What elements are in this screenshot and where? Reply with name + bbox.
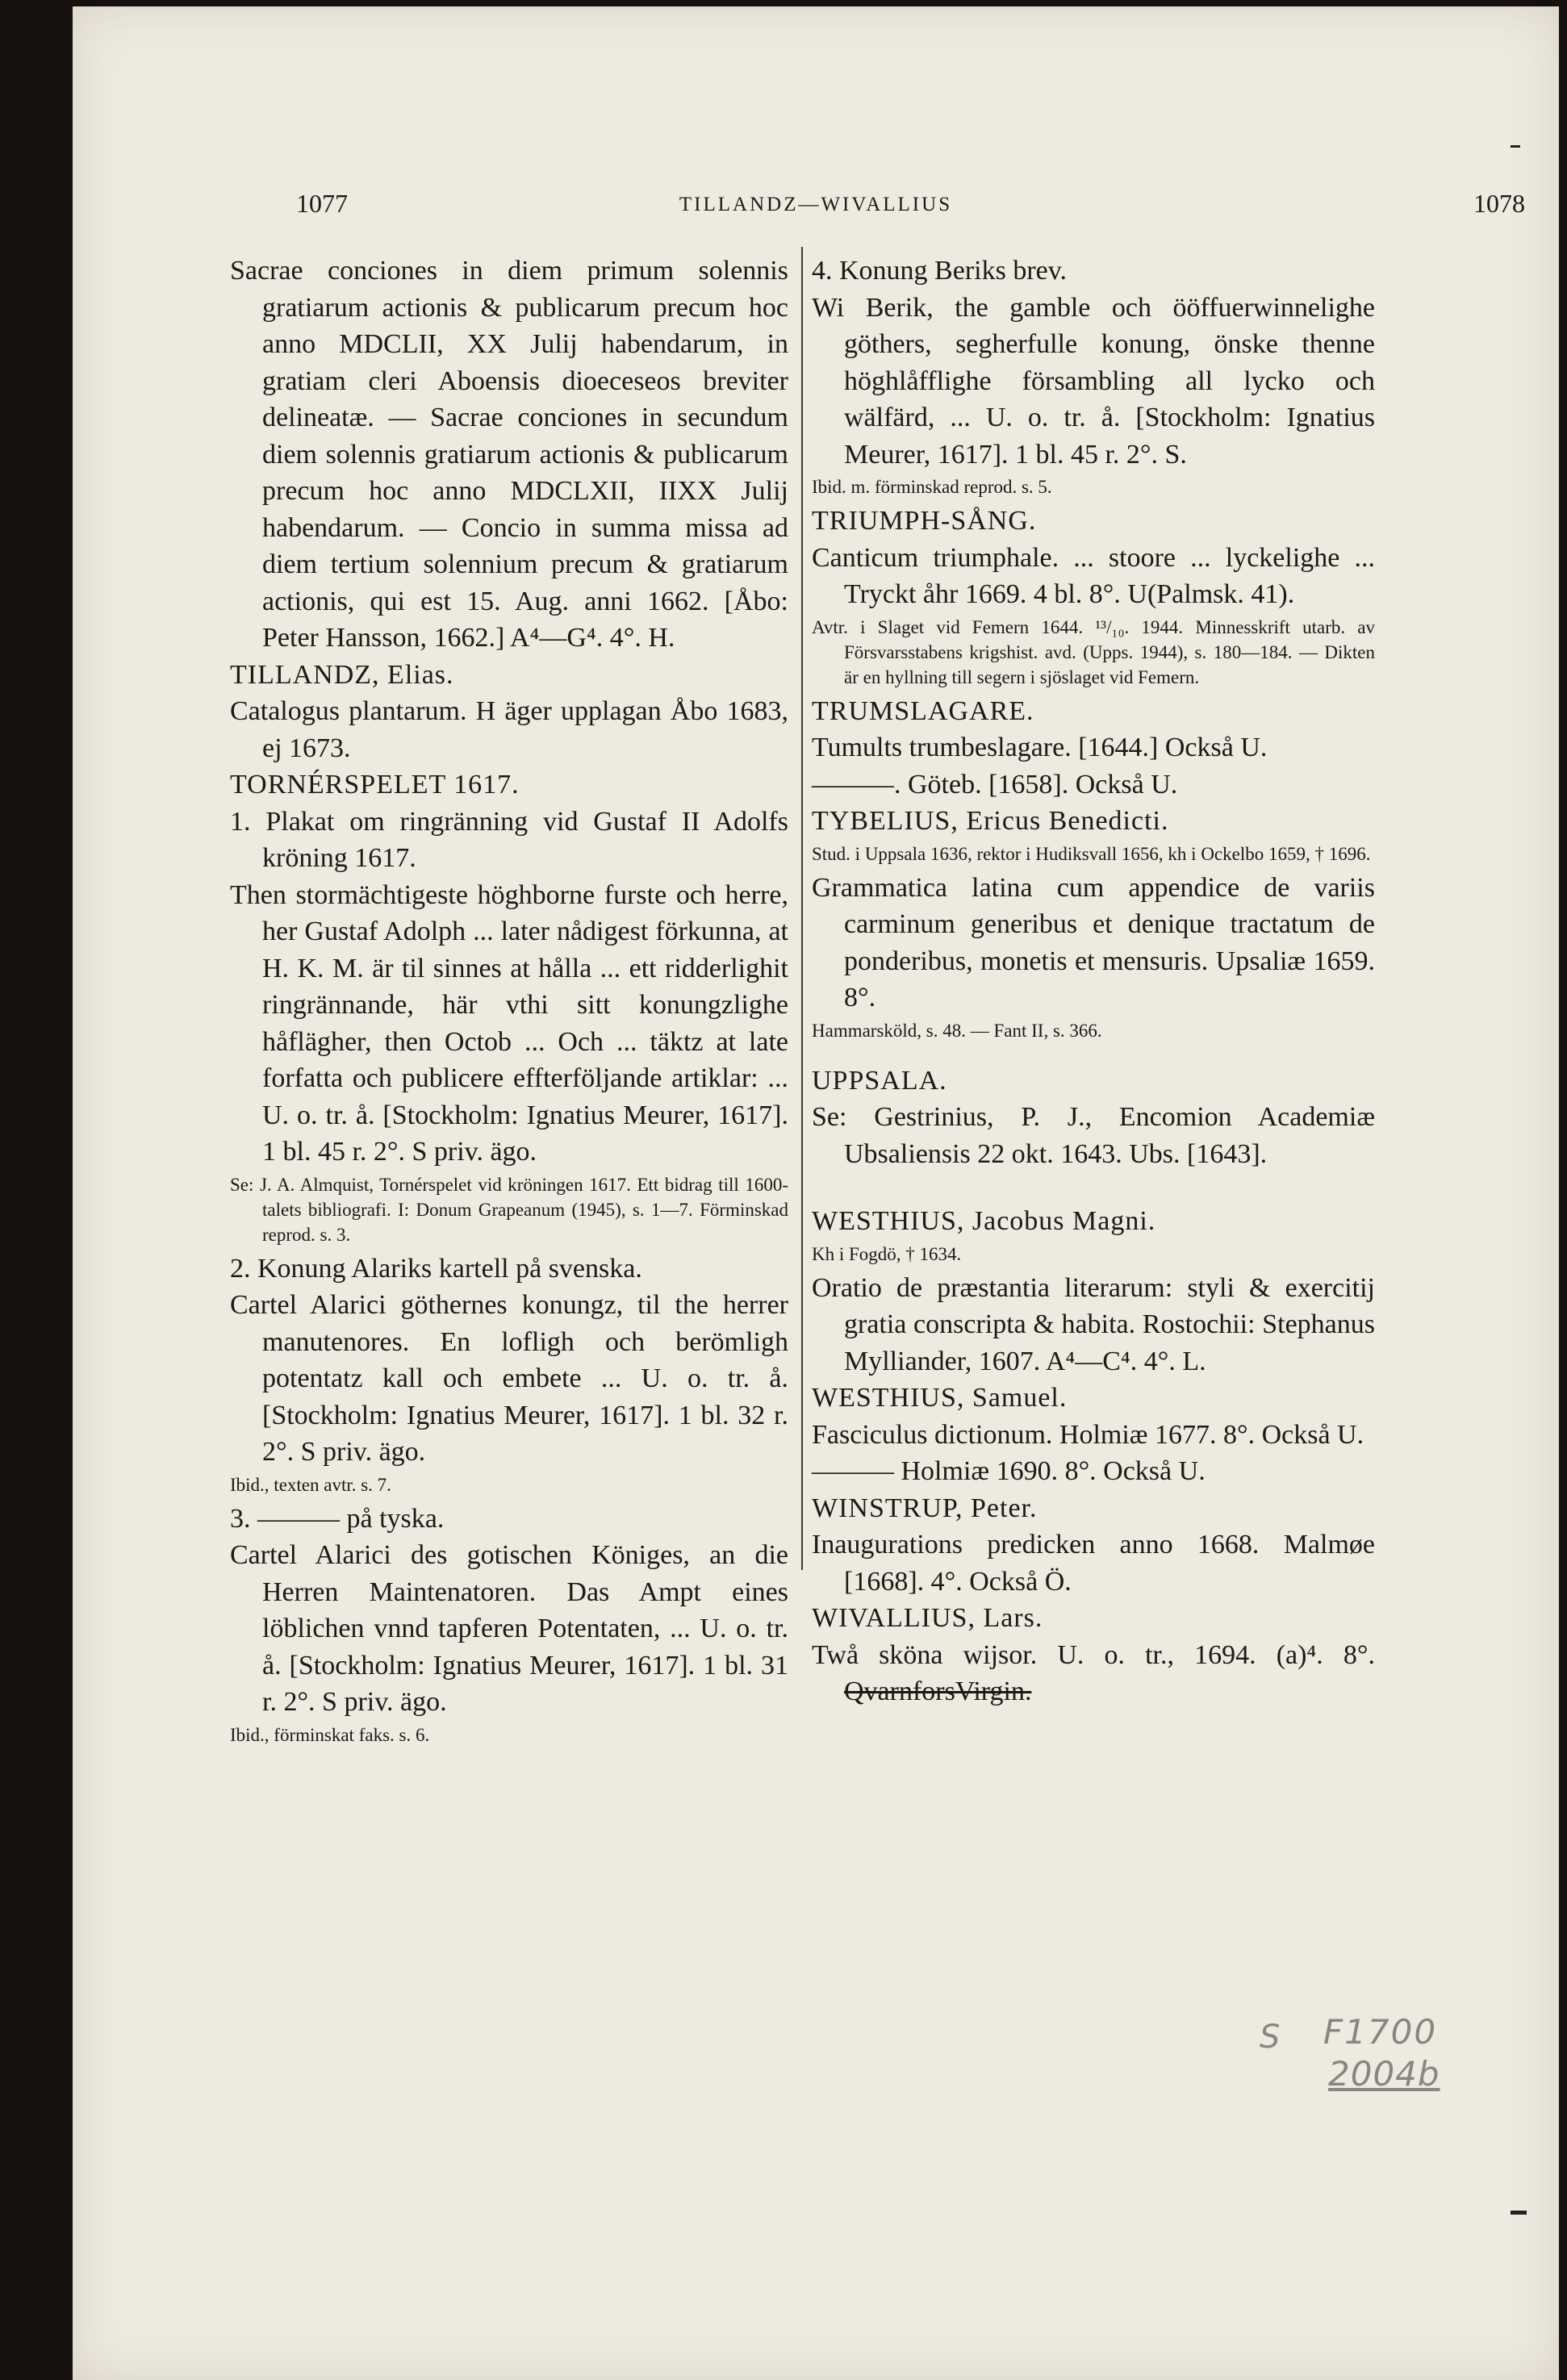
entry-text: ——— Holmiæ 1690. 8°. Också U.	[812, 1456, 1206, 1486]
entry-text: Catalogus plantarum. H äger upplagan Åbo 1683, ej 1673.	[230, 696, 788, 763]
entry-text: Fasciculus dictionum. Holmiæ 1677. 8°. Också U.	[812, 1419, 1364, 1450]
entry-text: Sacrae conciones in diem primum solennis gratiarum actionis & publicarum precum hoc anno MDCLII, XX Julij habendarum, in gratiam cleri Aboensis dioeceseos breviter delineatæ. — Sacrae conciones in secundum diem solennis gratiarum actionis & publicarum precum hoc anno MDCLXII, IIXX Julij habendarum. — Concio in summa missa ad diem tertium solennium precum & gratiarum actionis, qui est 15. Aug. anni 1662. [Åbo: Peter Hansson, 1662.] A⁴—G⁴. 4°. H.	[230, 256, 788, 653]
entry-note: Ibid., texten avtr. s. 7.	[230, 1474, 391, 1495]
entry-text: 4. Konung Beriks brev.	[812, 256, 1068, 286]
entry-heading: WIVALLIUS, Lars.	[812, 1603, 1043, 1633]
entry-text: 3. ——— på tyska.	[230, 1503, 445, 1534]
entry-text-part: Twå sköna wijsor. U. o. tr., 1694. (a)⁴. 8°.	[812, 1639, 1375, 1670]
entry-heading: TYBELIUS, Ericus Benedicti.	[812, 806, 1169, 836]
struck-through-text: QvarnforsVirgin.	[844, 1676, 1032, 1706]
running-title: TILLANDZ—WIVALLIUS	[679, 194, 953, 215]
entry-heading: WESTHIUS, Jacobus Magni.	[812, 1206, 1156, 1236]
handwritten-mark: S	[1260, 2019, 1281, 2056]
entry-text: 1. Plakat om ringränning vid Gustaf II Adolfs kröning 1617.	[230, 806, 788, 873]
entry-text: Grammatica latina cum appendice de variis carminum generibus et denique tractatum de ponderibus, monetis et mensuris. Upsaliæ 1659. 8°.	[812, 872, 1375, 1013]
entry-text: Canticum triumphale. ... stoore ... lyckelighe ... Tryckt åhr 1669. 4 bl. 8°. U(Palmsk. 41).	[812, 542, 1375, 609]
entry-heading: WINSTRUP, Peter.	[812, 1493, 1038, 1523]
edge-mark	[1511, 145, 1520, 148]
running-header	[73, 189, 1559, 221]
entry-heading: TRUMSLAGARE.	[812, 695, 1034, 726]
column-divider	[801, 247, 803, 1570]
entry-note: Kh i Fogdö, † 1634.	[812, 1243, 962, 1264]
entry-text: ———. Göteb. [1658]. Också U.	[812, 769, 1178, 800]
entry-note: Ibid., förminskat faks. s. 6.	[230, 1724, 430, 1745]
entry-heading: TILLANDZ, Elias.	[230, 659, 454, 690]
entry-heading: TRIUMPH-SÅNG.	[812, 506, 1037, 536]
entry-text: Cartel Alarici des gotischen Königes, an die Herren Maintenatoren. Das Ampt eines löblichen vnnd tapferen Potentaten, ... U. o. tr. å. [Stockholm: Ignatius Meurer, 1617]. 1 bl. 31 r. 2°. S priv. ägo.	[230, 1540, 788, 1717]
entry-text	[812, 1637, 1375, 1710]
entry-text: Cartel Alarici göthernes konungz, til the herrer manutenores. En lofligh och berömligh potentatz kall och embete ... U. o. tr. å. [Stockholm: Ignatius Meurer, 1617]. 1 bl. 32 r. 2°. S priv. ägo.	[230, 1290, 788, 1467]
entry-heading: UPPSALA.	[812, 1065, 947, 1096]
entry-note: Stud. i Uppsala 1636, rektor i Hudiksvall 1656, kh i Ockelbo 1659, † 1696.	[812, 843, 1371, 864]
entry-note: Hammarsköld, s. 48. — Fant II, s. 366.	[812, 1020, 1102, 1041]
entry-text: Then stormächtigeste höghborne furste och herre, her Gustaf Adolph ... later nådigest förkunna, at H. K. M. är til sinnes at hålla ... ett ridderlighit ringrännande, här vthi sitt konungzlighe håflägher, then Octob ... Och ... täktz at late forfatta och publicere effterföljande artiklar: ... U. o. tr. å. [Stockholm: Ignatius Meurer, 1617]. 1 bl. 45 r. 2°. S priv. ägo.	[230, 879, 788, 1167]
entry-text: 2. Konung Alariks kartell på svenska.	[230, 1253, 642, 1284]
entry-note: Se: J. A. Almquist, Tornérspelet vid kröningen 1617. Ett bidrag till 1600-talets bibliografi. I: Donum Grapeanum (1945), s. 1—7. Förminskad reprod. s. 3.	[230, 1174, 788, 1245]
entry-heading: WESTHIUS, Samuel.	[812, 1383, 1068, 1413]
page-number-left: 1077	[296, 189, 348, 218]
entry-text: Se: Gestrinius, P. J., Encomion Academiæ Ubsaliensis 22 okt. 1643. Ubs. [1643].	[812, 1102, 1375, 1169]
entry-heading: TORNÉRSPELET 1617.	[230, 770, 520, 800]
entry-text: Tumults trumbeslagare. [1644.] Också U.	[812, 733, 1268, 762]
left-column	[230, 253, 788, 1751]
page-number-right: 1078	[1473, 189, 1525, 218]
right-column	[812, 253, 1375, 1710]
entry-note: Ibid. m. förminskad reprod. s. 5.	[812, 477, 1052, 497]
handwritten-shelfmark: F1700	[1323, 2012, 1438, 2052]
entry-text: Oratio de præstantia literarum: styli & exercitij gratia conscripta & habita. Rostochii: Stephanus Mylliander, 1607. A⁴—C⁴. 4°. L.	[812, 1272, 1375, 1376]
edge-mark	[1511, 2211, 1527, 2215]
entry-note: Avtr. i Slaget vid Femern 1644. ¹³/₁₀. 1944. Minnesskrift utarb. av Försvarsstabens krigshist. avd. (Upps. 1944), s. 180—184. — Dikten är en hyllning till segern i sjöslaget vid Femern.	[812, 616, 1375, 687]
handwritten-number: 2004b	[1328, 2054, 1440, 2094]
entry-text: Wi Berik, the gamble och ööffuerwinnelighe göthers, segherfulle konung, önske thenne höghlåfflighe försambling all lycko och wälfärd, ... U. o. tr. å. [Stockholm: Ignatius Meurer, 1617]. 1 bl. 45 r. 2°. S.	[812, 292, 1375, 470]
entry-text: Inaugurations predicken anno 1668. Malmøe [1668]. 4°. Också Ö.	[812, 1530, 1375, 1597]
